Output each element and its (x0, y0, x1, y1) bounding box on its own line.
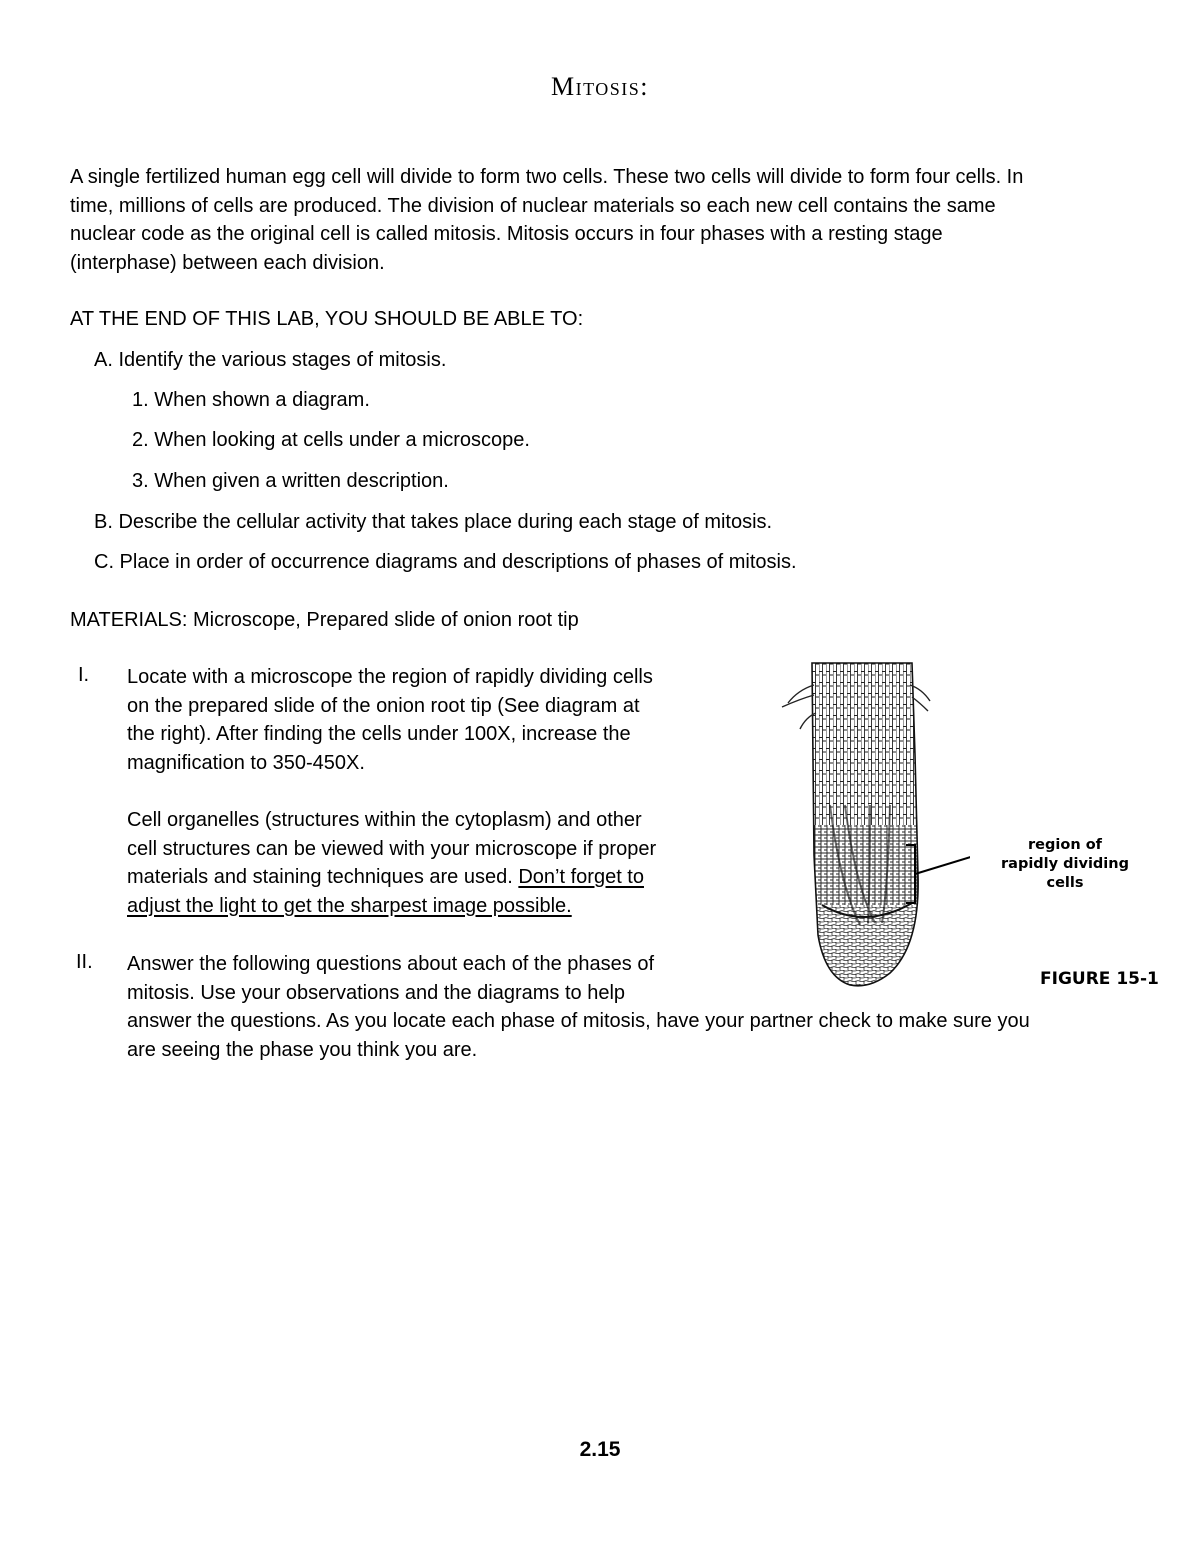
objective-a-sub-2: 2. When looking at cells under a microscope. (132, 429, 530, 451)
figure-annotation (1000, 836, 1130, 893)
intro-paragraph (70, 163, 1023, 277)
step-1-paragraph (127, 663, 653, 777)
figure-caption: FIGURE 15-1 (1040, 969, 1159, 989)
step-2-line: mitosis. Use your observations and the diagrams to help (127, 981, 626, 1004)
step-1-line: magnification to 350-450X. (127, 751, 365, 774)
step-1-line: the right). After finding the cells under 100X, increase the (127, 723, 631, 745)
step-1-line: on the prepared slide of the onion root tip (See diagram at (127, 694, 640, 717)
page-number: 2.15 (579, 1438, 621, 1461)
step-1-p2-line (127, 863, 656, 892)
step-1-p2-emphasis: Don’t forget to (518, 866, 644, 888)
intro-line: (interphase) between each division. (70, 251, 385, 274)
step-1-line: Locate with a microscope the region of rapidly dividing cells (127, 666, 653, 688)
figure-annotation-line: region of (1028, 837, 1102, 853)
materials-line: MATERIALS: Microscope, Prepared slide of onion root tip (70, 609, 579, 631)
objective-c: C. Place in order of occurrence diagrams and descriptions of phases of mitosis. (94, 551, 797, 573)
step-2-line: are seeing the phase you think you are. (127, 1038, 478, 1061)
intro-line: A single fertilized human egg cell will divide to form two cells. These two cells will divide to form four cells. In (70, 166, 1024, 188)
onion-root-tip-diagram (770, 655, 970, 995)
step-1-paragraph-2 (127, 806, 656, 920)
step-1-p2-plain: materials and staining techniques are used. (127, 866, 519, 888)
objective-a-sub-3: 3. When given a written description. (132, 470, 449, 492)
intro-line: nuclear code as the original cell is called mitosis. Mitosis occurs in four phases with a resting stage (70, 223, 943, 245)
step-1-p2-line: Cell organelles (structures within the cytoplasm) and other (127, 809, 642, 831)
step-1-p2-line: cell structures can be viewed with your microscope if proper (127, 837, 657, 860)
page-title: Mitosis: (550, 72, 650, 101)
objective-a: A. Identify the various stages of mitosis. (94, 349, 447, 371)
objective-b: B. Describe the cellular activity that takes place during each stage of mitosis. (94, 511, 773, 533)
figure-annotation-line: cells (1046, 875, 1084, 891)
step-1-numeral: I. (78, 664, 90, 686)
step-2-numeral: II. (76, 951, 93, 973)
figure-annotation-line: rapidly dividing (1001, 856, 1129, 872)
step-1-p2-emphasis-line: adjust the light to get the sharpest image possible. (127, 894, 572, 917)
objective-a-sub-1: 1. When shown a diagram. (132, 389, 370, 411)
objectives-heading: AT THE END OF THIS LAB, YOU SHOULD BE ABLE TO: (70, 308, 584, 330)
intro-line: time, millions of cells are produced. The division of nuclear materials so each new cell contains the same (70, 194, 996, 217)
step-2-line: Answer the following questions about each of the phases of (127, 953, 655, 975)
step-2-line: answer the questions. As you locate each phase of mitosis, have your partner check to make sure you (127, 1010, 1030, 1032)
